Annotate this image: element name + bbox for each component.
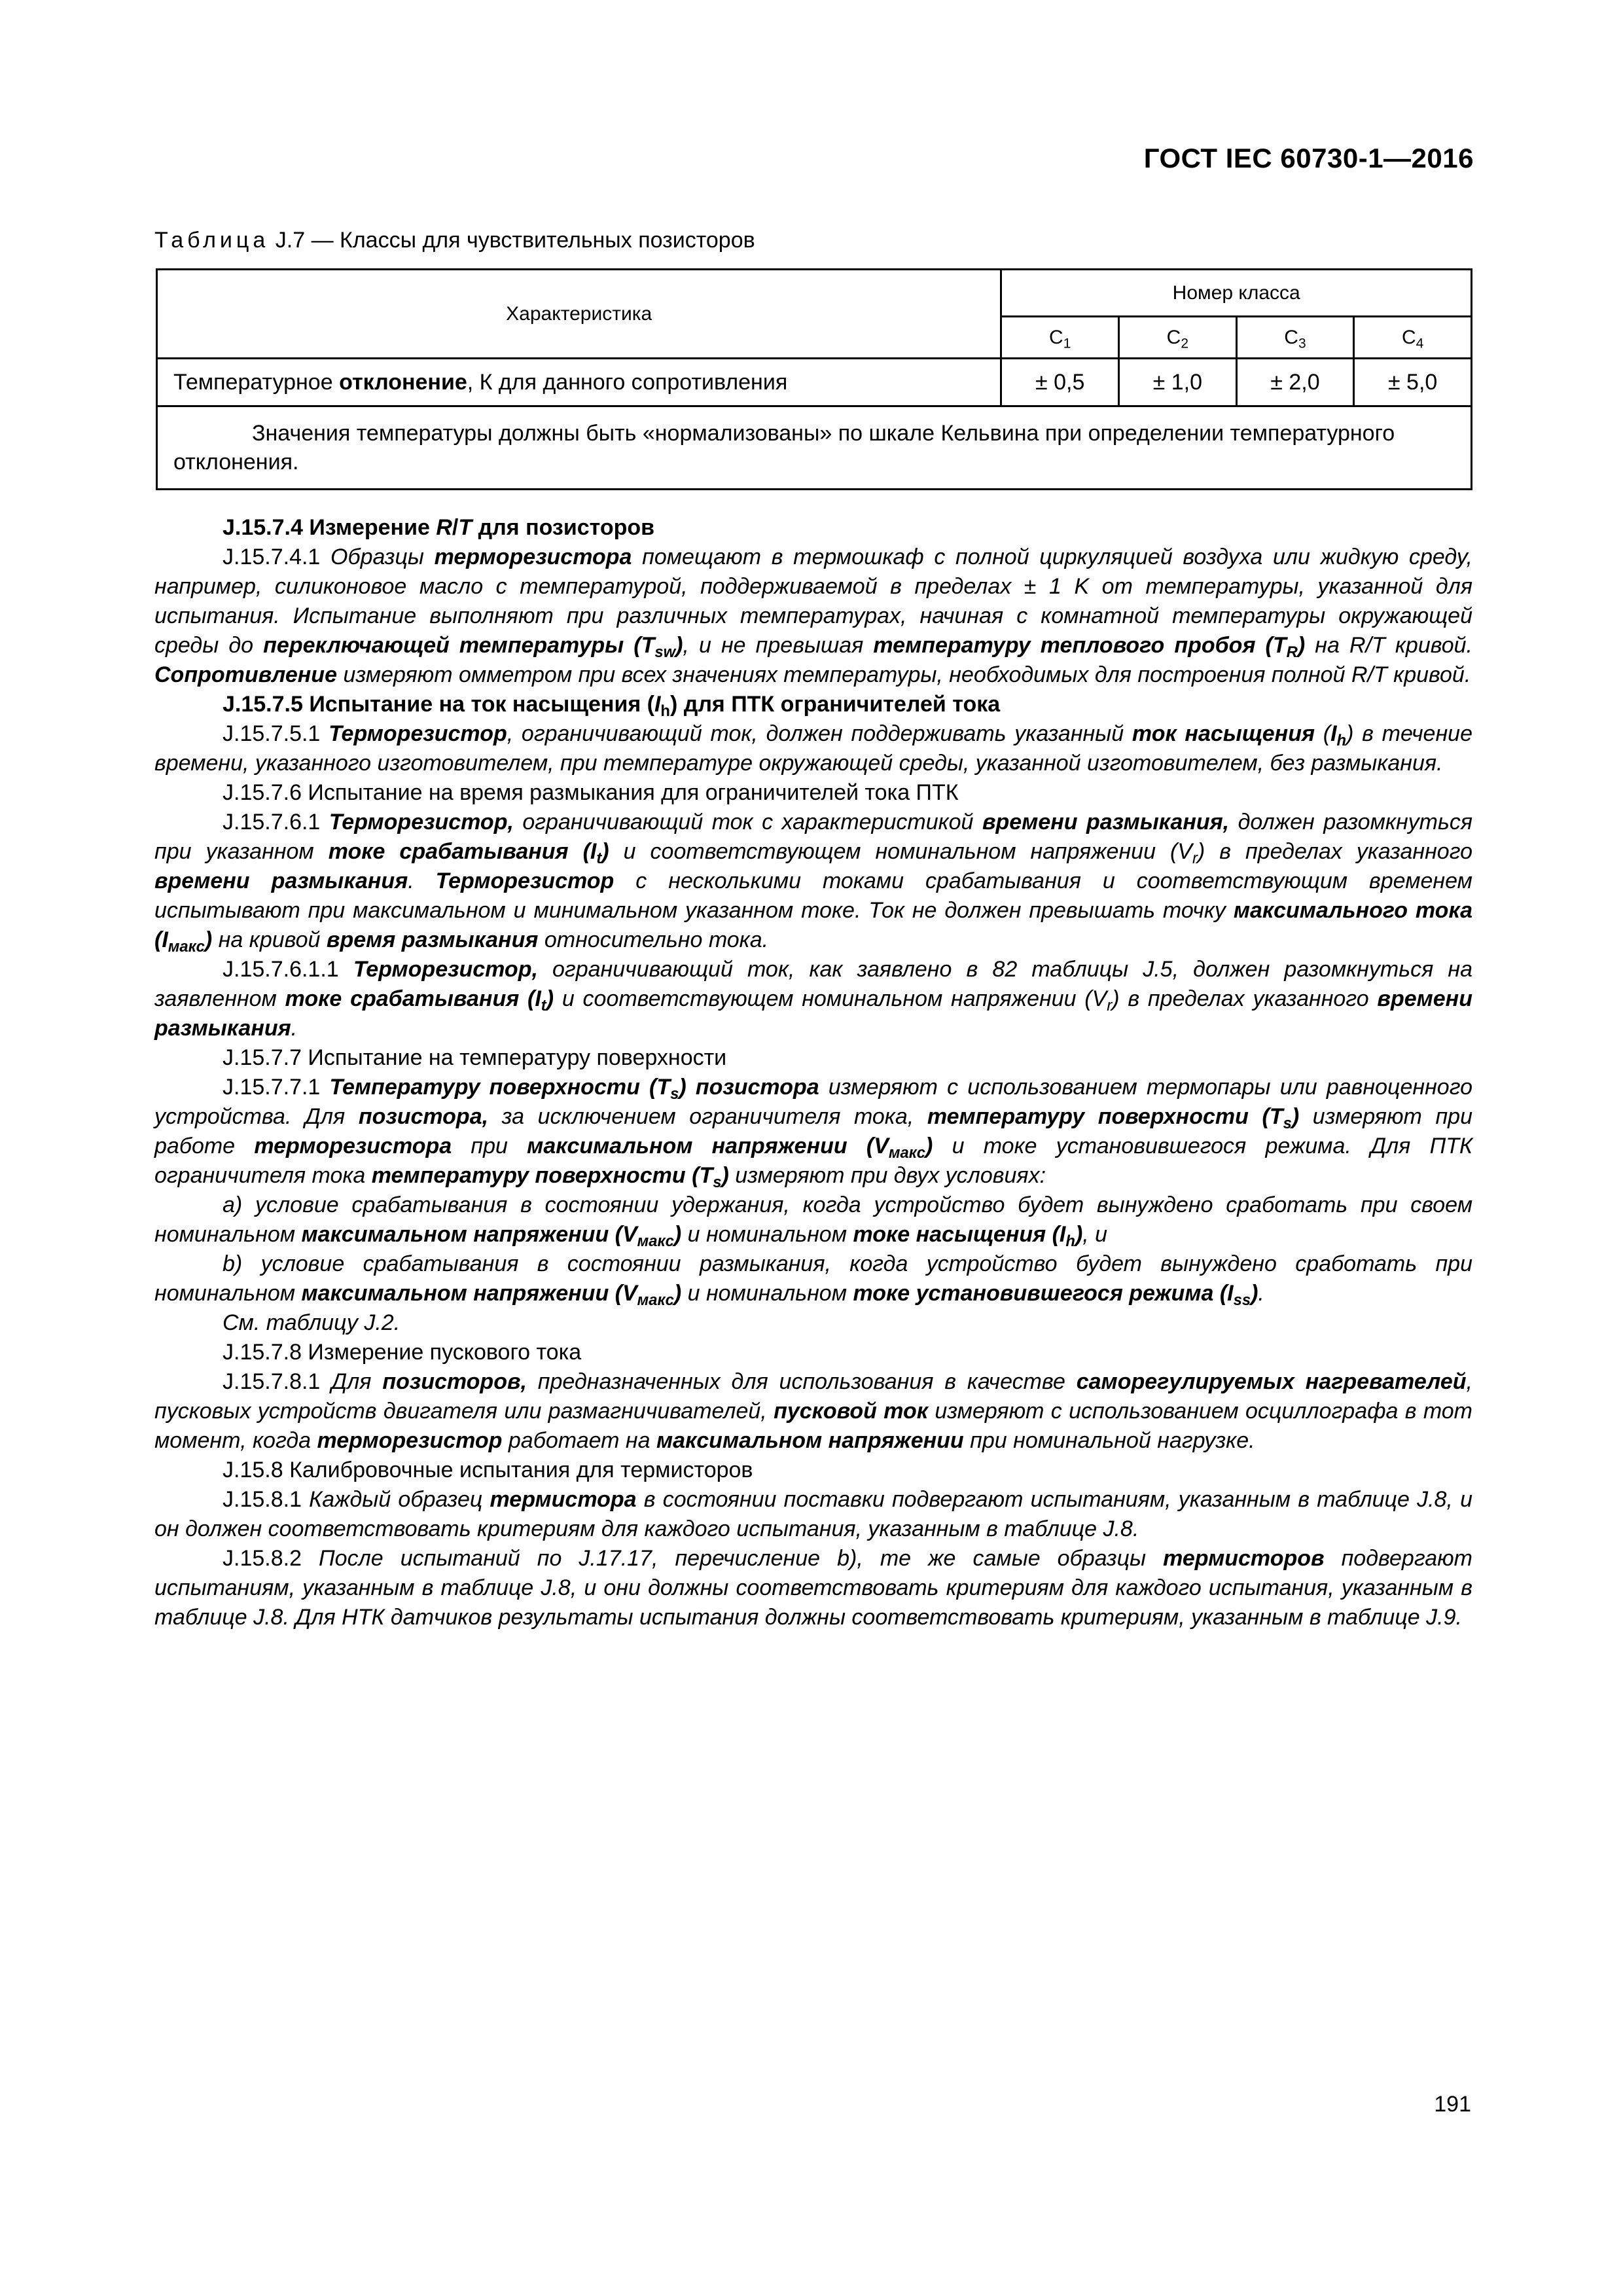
paragraph: J.15.8.1 Каждый образец термистора в состоянии поставки подвергают испытаниям, указанным в таблице J.8, и он должен соответствовать критериям для каждого испытания, указанным в таблице J.8. bbox=[154, 1487, 1472, 1541]
document-body bbox=[154, 513, 1472, 1632]
row-label: Температурное отклонение, К для данного сопротивления bbox=[157, 359, 1001, 406]
table-caption bbox=[154, 228, 755, 253]
value-cell: ± 2,0 bbox=[1236, 359, 1354, 406]
paragraph: J.15.8.2 После испытаний по J.17.17, перечисление b), те же самые образцы термисторов подвергают испытаниям, указанным в таблице J.8, и они должны соответствовать критериям для каждого испытания, указанным в таблице J.8. Для НТК датчиков результаты испытания должны соответствовать критериям, указанным в таблице J.9. bbox=[154, 1546, 1473, 1630]
class-header: $C_1$ bbox=[1001, 317, 1119, 359]
paragraph: J.15.7.6.1.1 Терморезистор, ограничивающий ток, как заявлено в 82 таблицы J.5, должен разомкнуться на заявленном токе срабатывания $(I_t)$ и соответствующем номинальном напряжении $(V_r)$ в пределах указанного времени размыкания. bbox=[154, 957, 1472, 1041]
value-cell: ± 0,5 bbox=[1001, 359, 1119, 406]
table-note: Значения температуры должны быть «нормализованы» по шкале Кельвина при определении температурного отклонения. bbox=[157, 406, 1472, 490]
paragraph: См. таблицу J.2. bbox=[223, 1310, 401, 1335]
header-characteristic: Характеристика bbox=[157, 270, 1001, 359]
value-cell: ± 1,0 bbox=[1119, 359, 1237, 406]
paragraph: J.15.7.8 Измерение пускового тока bbox=[223, 1340, 582, 1365]
table-caption-prefix: Таблица bbox=[154, 228, 270, 253]
table-row bbox=[157, 359, 1472, 406]
paragraph: J.15.7.4.1 Образцы терморезистора помещают в термошкаф с полной циркуляцией воздуха или жидкую среду, например, силиконовое масло с температурой, поддерживаемой в пределах ± 1 K от температуры, указанной для испытания. Испытание выполняют при различных температурах, начиная с комнатной температуры окружающей среды до переключающей температуры $(T_{sw})$, и не превышая температуру теплового пробоя $(T_R)$ на R/T кривой. Сопротивление измеряют омметром при всех значениях температуры, необходимых для построения полной R/T кривой. bbox=[154, 545, 1472, 687]
document-header-title: ГОСТ IEC 60730-1—2016 bbox=[1143, 143, 1474, 173]
table-note-row bbox=[157, 406, 1472, 490]
section-heading: J.15.7.5 Испытание на ток насыщения $(I_h)$ для ПТК ограничителей тока bbox=[223, 692, 1001, 721]
class-header: $C_4$ bbox=[1354, 317, 1472, 359]
classes-table bbox=[156, 268, 1472, 490]
class-header: $C_2$ bbox=[1119, 317, 1237, 359]
paragraph: a) условие срабатывания в состоянии удержания, когда устройство будет вынуждено сработать при своем номинальном максимальном напряжении $(V_{макс})$ и номинальном токе насыщения $(I_h)$, и bbox=[154, 1193, 1472, 1251]
paragraph: J.15.7.7 Испытание на температуру поверхности bbox=[223, 1045, 727, 1070]
paragraph: J.15.7.7.1 Температуру поверхности $(T_s)$ позистора измеряют с использованием термопары или равноценного устройства. Для позистора, за исключением ограничителя тока, температуру поверхности $(T_s)$ измеряют при работе терморезистора при максимальном напряжении $(V_{макс})$ и токе установившегося режима. Для ПТК ограничителя тока температуру поверхности $(T_s)$ измеряют при двух условиях: bbox=[154, 1075, 1473, 1192]
paragraph: J.15.8 Калибровочные испытания для термисторов bbox=[223, 1458, 753, 1482]
table-caption-text: J.7 — Классы для чувствительных позисторов bbox=[275, 228, 755, 253]
paragraph: J.15.7.8.1 Для позисторов, предназначенных для использования в качестве саморегулируемых нагревателей, пусковых устройств двигателя или размагничивателей, пусковой ток измеряют с использованием осциллографа в тот момент, когда терморезистор работает на максимальном напряжении при номинальной нагрузке. bbox=[154, 1369, 1473, 1453]
paragraph: J.15.7.6.1 Терморезистор, ограничивающий ток с характеристикой времени размыкания, должен разомкнуться при указанном токе срабатывания $(I_t)$ и соответствующем номинальном напряжении $(V_r)$ в пределах указанного времени размыкания. Терморезистор с несколькими токами срабатывания и соответствующим временем испытывают при максимальном и минимальном указанном токе. Ток не должен превышать точку максимального тока $(I_{макс})$ на кривой время размыкания относительно тока. bbox=[154, 810, 1473, 956]
page-number: 191 bbox=[1434, 2092, 1471, 2117]
paragraph: J.15.7.6 Испытание на время размыкания для ограничителей тока ПТК bbox=[223, 780, 959, 805]
paragraph: J.15.7.5.1 Терморезистор, ограничивающий ток, должен поддерживать указанный ток насыщения $(I_h)$ в течение времени, указанного изготовителем, при температуре окружающей среды, указанной изготовителем, без размыкания. bbox=[154, 721, 1472, 776]
paragraph: b) условие срабатывания в состоянии размыкания, когда устройство будет вынуждено сработать при номинальном максимальном напряжении $(V_{макс})$ и номинальном токе установившегося режима $(I_{ss})$. bbox=[154, 1251, 1472, 1310]
value-cell: ± 5,0 bbox=[1354, 359, 1472, 406]
class-header: $C_3$ bbox=[1236, 317, 1354, 359]
section-heading: J.15.7.4 Измерение R/T для позисторов bbox=[223, 515, 655, 540]
header-class-number: Номер класса bbox=[1001, 270, 1472, 317]
